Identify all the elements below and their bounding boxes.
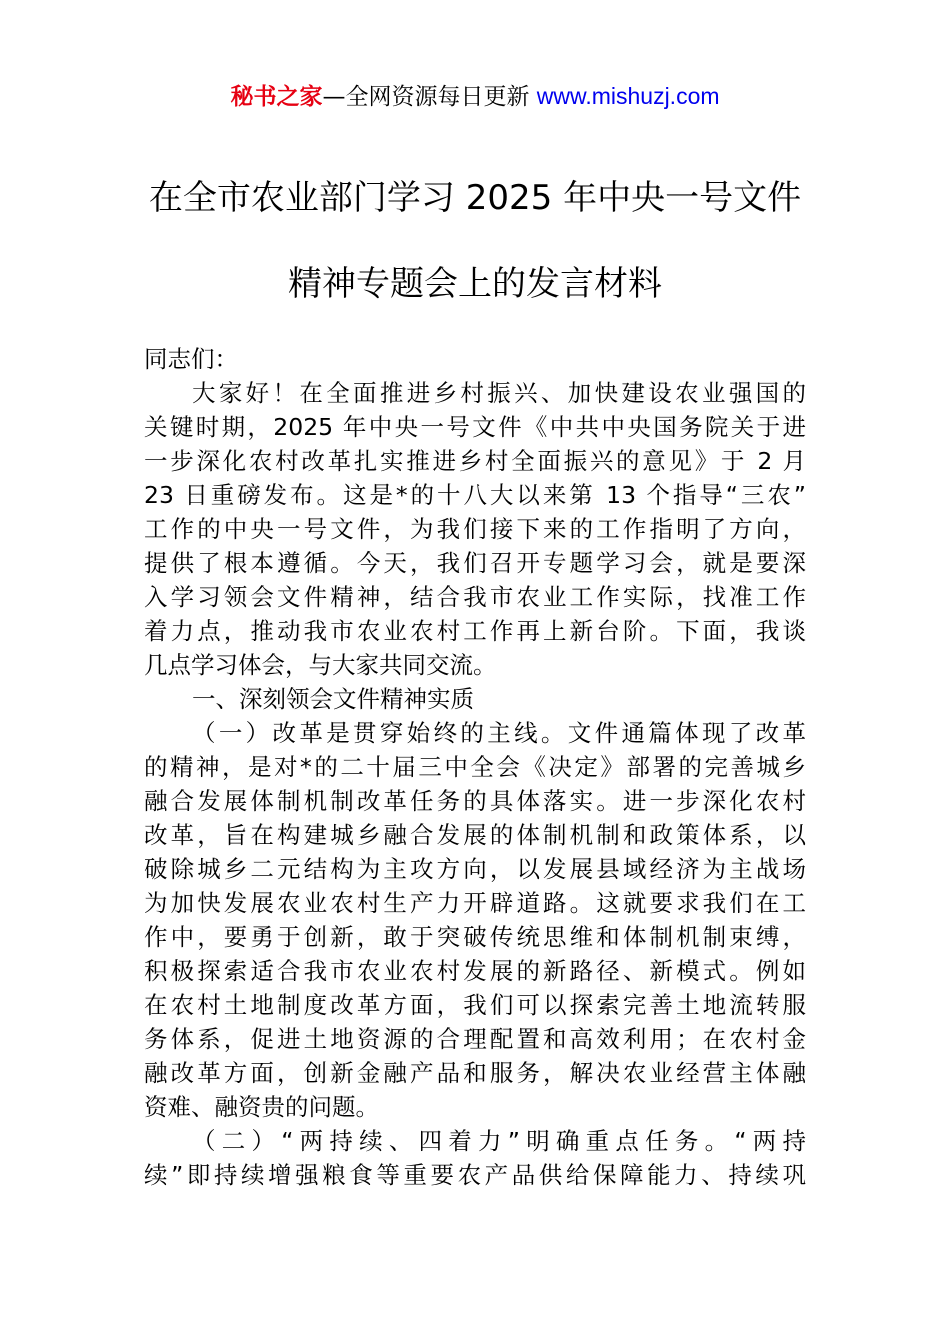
body-line: 工作的中央一号文件，为我们接下来的工作指明了方向， xyxy=(144,515,806,543)
body-line: 作中，要勇于创新，敢于突破传统思维和体制机制束缚， xyxy=(144,923,806,951)
title-line-1: 在全市农业部门学习 2025 年中央一号文件 xyxy=(148,178,802,218)
body-line: 一步深化农村改革扎实推进乡村全面振兴的意见》于 2 月 xyxy=(144,447,806,475)
site-slogan: —全网资源每日更新 xyxy=(322,84,537,110)
body-line: 资难、融资贵的问题。 xyxy=(144,1093,379,1121)
body-line: 在农村土地制度改革方面，我们可以探索完善土地流转服 xyxy=(144,991,806,1019)
document-body xyxy=(144,342,806,1192)
body-line: 为加快发展农业农村生产力开辟道路。这就要求我们在工 xyxy=(144,889,806,917)
body-line: 几点学习体会，与大家共同交流。 xyxy=(144,651,497,679)
body-line: 改革，旨在构建城乡融合发展的体制机制和政策体系，以 xyxy=(144,821,806,849)
body-line: 融合发展体制机制改革任务的具体落实。进一步深化农村 xyxy=(144,787,806,815)
site-url[interactable]: www.mishuzj.com xyxy=(536,83,720,109)
body-line: 23 日重磅发布。这是*的十八大以来第 13 个指导“三农” xyxy=(144,481,806,509)
body-line: 的精神，是对*的二十届三中全会《决定》部署的完善城乡 xyxy=(144,753,806,781)
site-header xyxy=(0,80,950,113)
body-line: 积极探索适合我市农业农村发展的新路径、新模式。例如 xyxy=(144,957,806,985)
body-line: 续”即持续增强粮食等重要农产品供给保障能力、持续巩 xyxy=(144,1161,806,1189)
body-line: 破除城乡二元结构为主攻方向，以发展县域经济为主战场 xyxy=(144,855,806,883)
body-line: 融改革方面，创新金融产品和服务，解决农业经营主体融 xyxy=(144,1059,806,1087)
document-title xyxy=(0,176,950,306)
site-brand: 秘书之家 xyxy=(230,84,323,110)
body-line: 提供了根本遵循。今天，我们召开专题学习会，就是要深 xyxy=(144,549,806,577)
body-line: 大家好！在全面推进乡村振兴、加快建设农业强国的 xyxy=(192,379,806,407)
salutation: 同志们： xyxy=(144,345,238,373)
body-line: （二）“两持续、四着力”明确重点任务。“两持 xyxy=(192,1127,806,1155)
title-line-2: 精神专题会上的发言材料 xyxy=(288,264,662,304)
body-line: 着力点，推动我市农业农村工作再上新台阶。下面，我谈 xyxy=(144,617,806,645)
body-line: 关键时期，2025 年中央一号文件《中共中央国务院关于进 xyxy=(144,413,806,441)
body-line: 务体系，促进土地资源的合理配置和高效利用；在农村金 xyxy=(144,1025,806,1053)
body-line: 入学习领会文件精神，结合我市农业工作实际，找准工作 xyxy=(144,583,806,611)
section-heading: 一、深刻领会文件精神实质 xyxy=(192,685,474,713)
body-line: （一）改革是贯穿始终的主线。文件通篇体现了改革 xyxy=(192,719,806,747)
